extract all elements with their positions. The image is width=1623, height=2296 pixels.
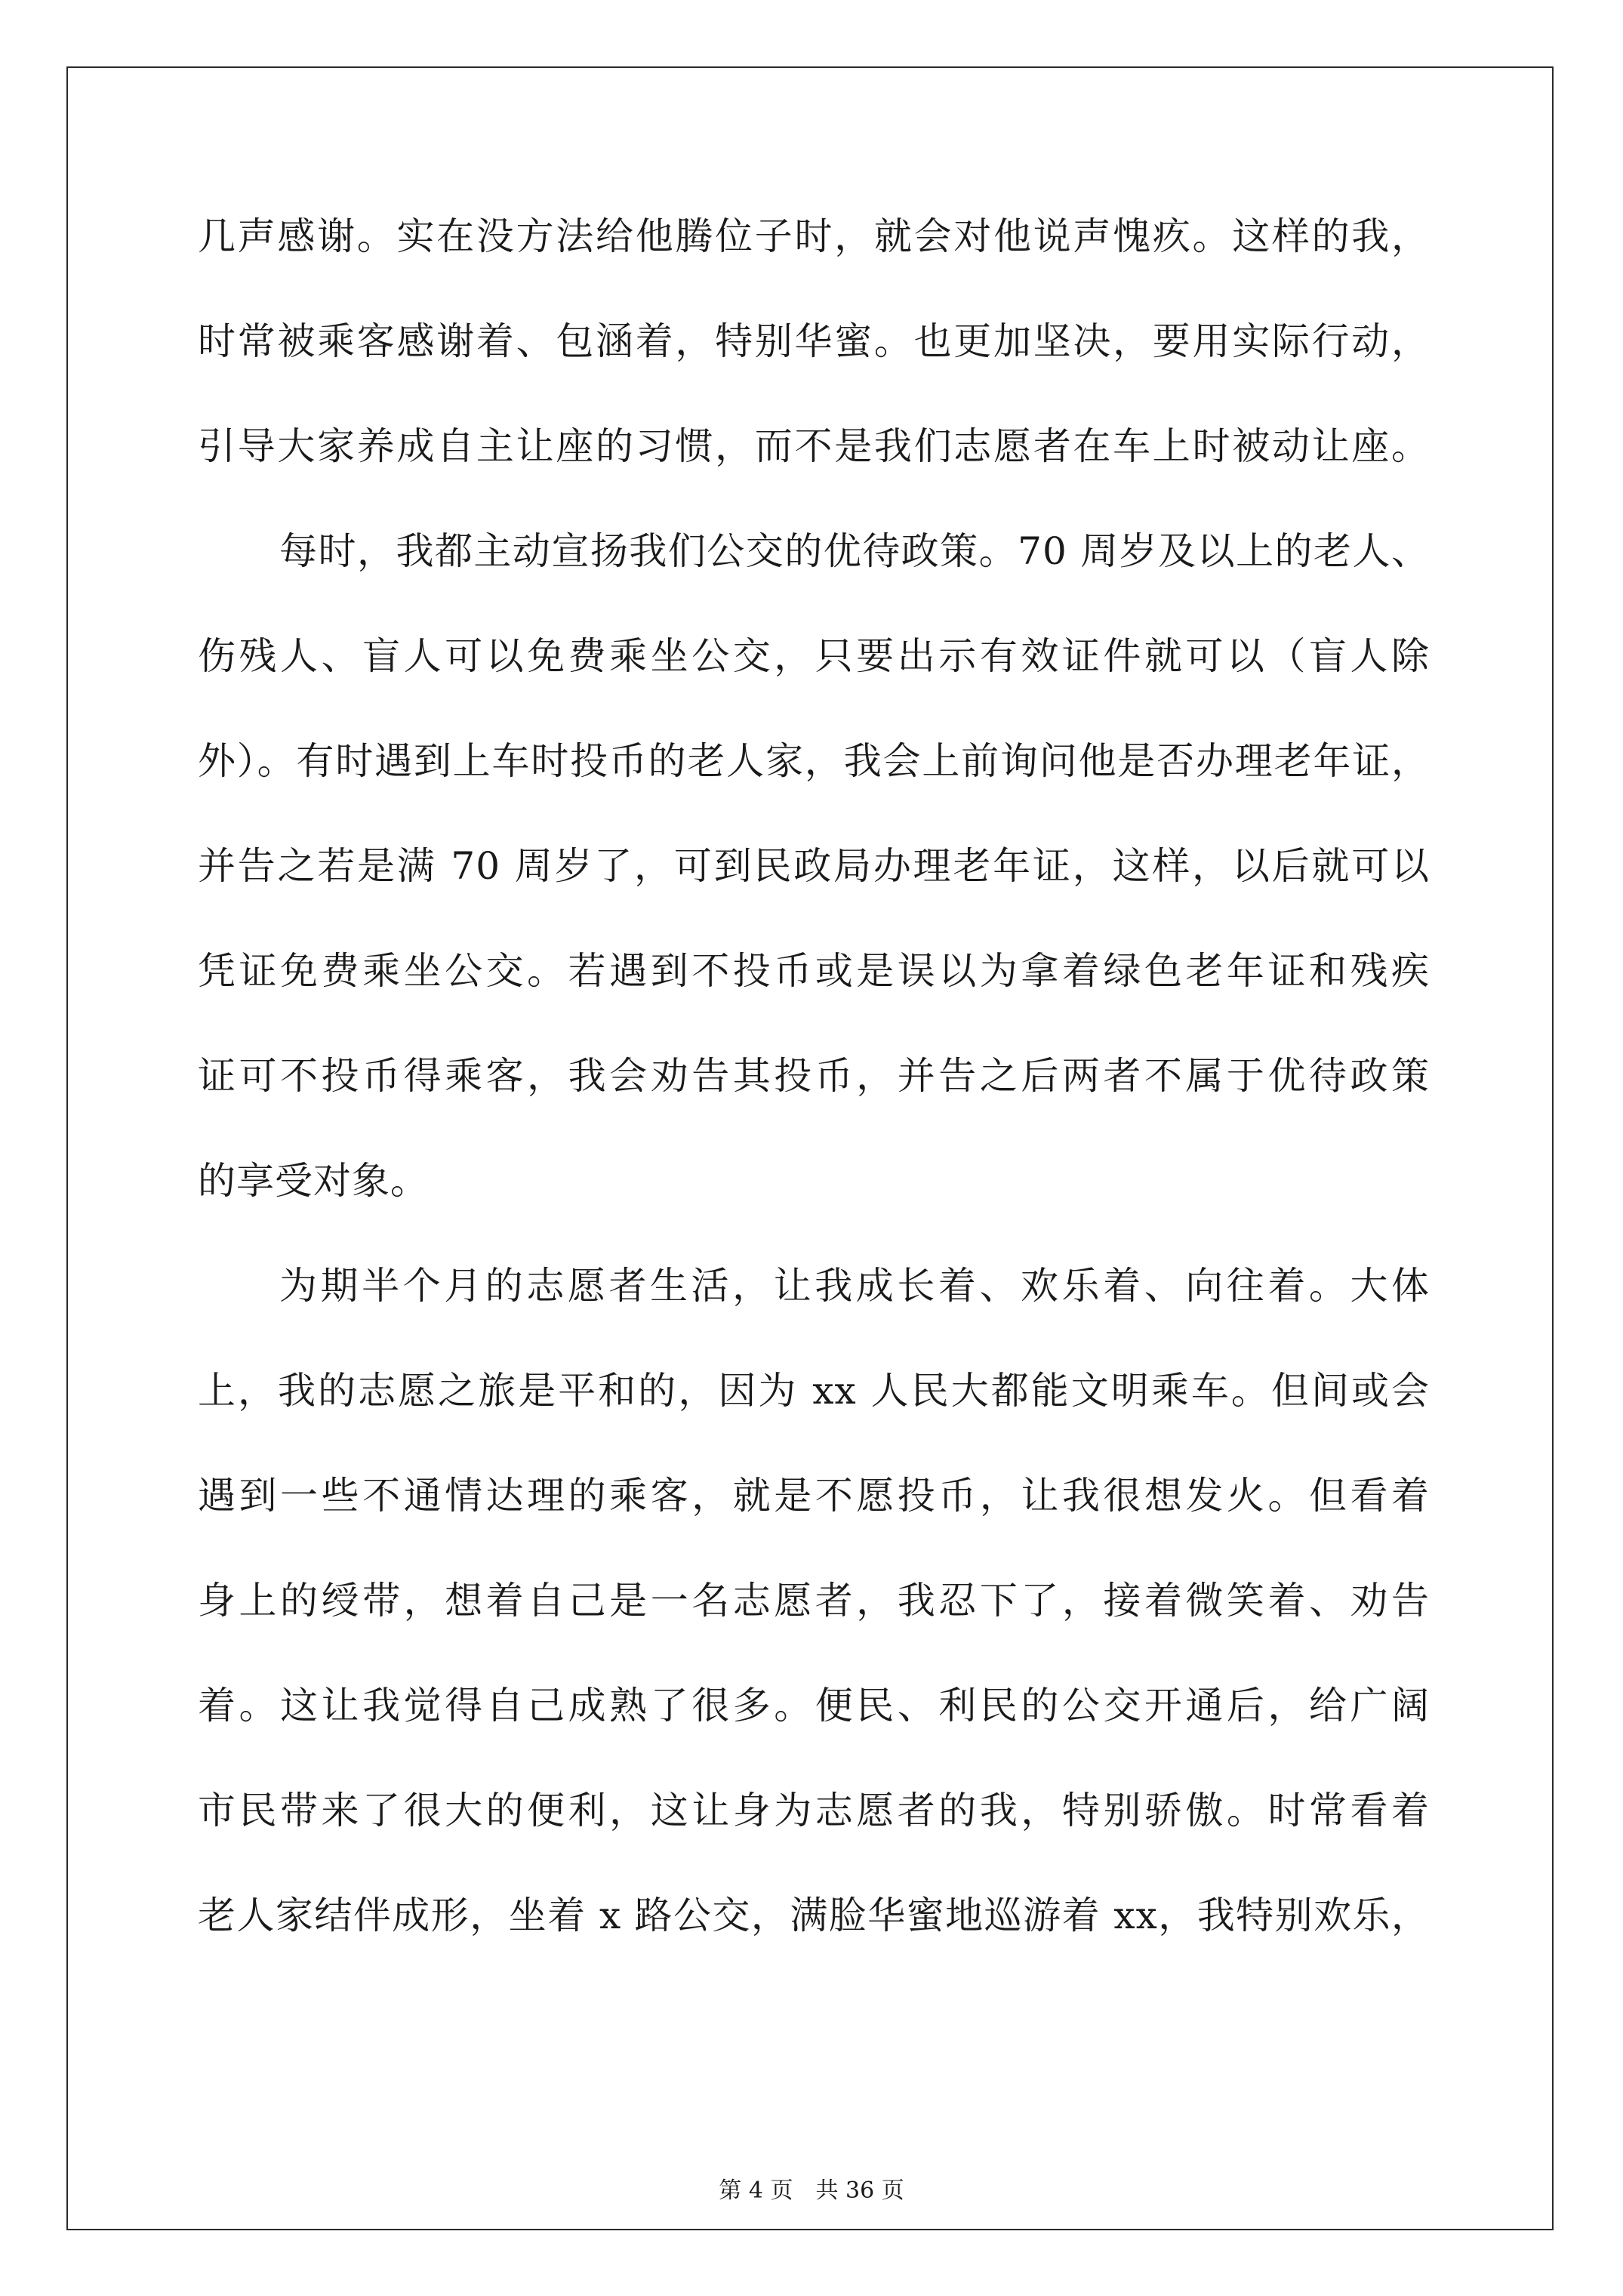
text-line: 伤残人、盲人可以免费乘坐公交，只要出示有效证件就可以（盲人除 — [198, 634, 1430, 678]
text-line: 着。这让我觉得自己成熟了很多。便民、利民的公交开通后，给广阔 — [198, 1684, 1430, 1727]
text-line: 几声感谢。实在没方法给他腾位子时，就会对他说声愧疚。这样的我， — [198, 214, 1430, 258]
text-line-first: 为期半个月的志愿者生活，让我成长着、欢乐着、向往着。大体 — [279, 1264, 1430, 1308]
text-line: 并告之若是满 70 周岁了，可到民政局办理老年证，这样，以后就可以 — [198, 844, 1430, 888]
text-line: 时常被乘客感谢着、包涵着，特别华蜜。也更加坚决，要用实际行动， — [198, 319, 1430, 363]
page-footer — [0, 2176, 1623, 2206]
page-number: 第 4 页 — [719, 2177, 793, 2204]
text-line: 身上的绶带，想着自己是一名志愿者，我忍下了，接着微笑着、劝告 — [198, 1579, 1430, 1623]
text-line: 上，我的志愿之旅是平和的，因为 xx 人民大都能文明乘车。但间或会 — [198, 1369, 1430, 1413]
text-line: 证可不投币得乘客，我会劝告其投币，并告之后两者不属于优待政策 — [198, 1054, 1430, 1098]
text-line: 外）。有时遇到上车时投币的老人家，我会上前询问他是否办理老年证， — [198, 739, 1430, 783]
text-line: 老人家结伴成形，坐着 x 路公交，满脸华蜜地巡游着 xx，我特别欢乐， — [198, 1894, 1430, 1937]
text-line: 引导大家养成自主让座的习惯，而不是我们志愿者在车上时被动让座。 — [198, 424, 1430, 468]
text-line: 凭证免费乘坐公交。若遇到不投币或是误以为拿着绿色老年证和残疾 — [198, 949, 1430, 993]
text-line: 市民带来了很大的便利，这让身为志愿者的我，特别骄傲。时常看着 — [198, 1789, 1430, 1832]
text-line-first: 每时，我都主动宣扬我们公交的优待政策。70 周岁及以上的老人、 — [279, 529, 1430, 573]
page-total: 共 36 页 — [815, 2177, 904, 2204]
document-body — [198, 184, 1430, 1968]
text-line: 遇到一些不通情达理的乘客，就是不愿投币，让我很想发火。但看着 — [198, 1474, 1430, 1518]
text-line-last: 的享受对象。 — [198, 1159, 429, 1203]
